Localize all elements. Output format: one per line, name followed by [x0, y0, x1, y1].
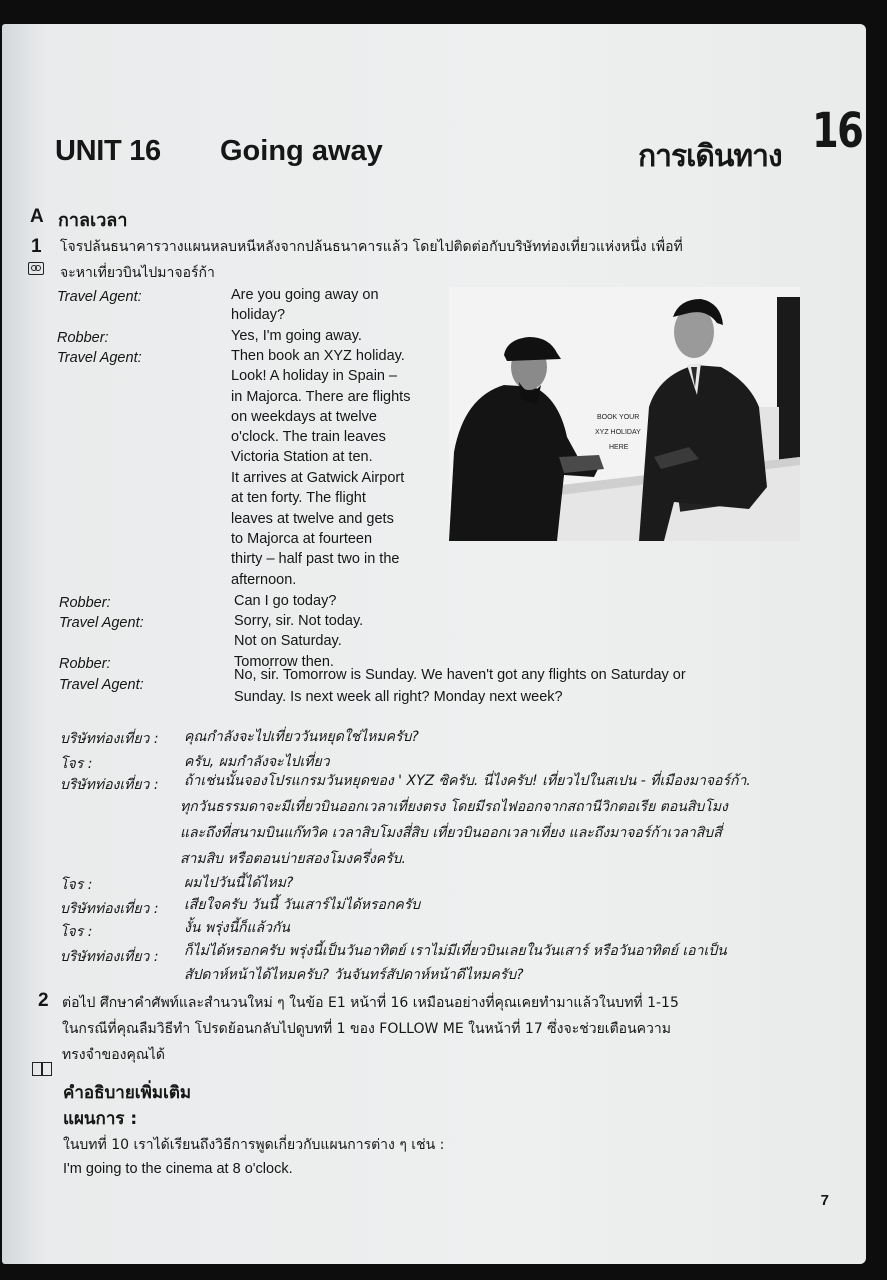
travel-agency-photo	[449, 287, 800, 541]
cassette-icon	[28, 262, 44, 275]
item2-line: ในกรณีที่คุณลืมวิธีทำ โปรดย้อนกลับไปดูบทที่ 1 ของ FOLLOW ME ในหน้าที่ 17 ซึ่งจะช่วยเตือนความ	[62, 1021, 671, 1037]
thai-speaker-label: บริษัทท่องเที่ยว :	[60, 901, 159, 917]
thai-dialogue-line: ทุกวันธรรมดาจะมีเที่ยวบินออกเวลาเที่ยงตรง โดยมีรถไฟออกจากสถานีวิกตอเรีย ตอนสิบโมง	[180, 799, 728, 815]
book-page	[2, 24, 866, 1264]
thai-unit-title: การเดินทาง	[638, 139, 782, 174]
dialogue-line: on weekdays at twelve	[231, 409, 377, 425]
intro-line: โจรปล้นธนาคารวางแผนหลบหนีหลังจากปล้นธนาคารแล้ว โดยไปติดต่อกับบริษัทท่องเที่ยวแห่งหนึ่ง เพื่อที่	[60, 239, 683, 255]
dialogue-line: Then book an XYZ holiday.	[231, 348, 405, 364]
item-number-2: 2	[38, 990, 49, 1011]
item-number-1: 1	[31, 236, 42, 257]
thai-dialogue-line: ก็ไม่ได้หรอกครับ พรุ่งนี้เป็นวันอาทิตย์ เราไม่มีเที่ยวบินเลยในวันเสาร์ หรือวันอาทิตย์ เอาเป็น	[184, 943, 727, 959]
thai-dialogue-line: คุณกำลังจะไปเที่ยววันหยุดใช่ไหมครับ?	[184, 729, 419, 745]
speaker-label: Travel Agent:	[57, 350, 142, 366]
dialogue-line: Look! A holiday in Spain –	[231, 368, 398, 384]
dialogue-line: Yes, I'm going away.	[231, 328, 362, 344]
thai-speaker-label: โจร :	[60, 924, 93, 940]
extra-explanation-heading: คำอธิบายเพิ่มเติม	[63, 1083, 192, 1103]
dialogue-line: Are you going away on	[231, 287, 379, 303]
speaker-label: Travel Agent:	[57, 289, 142, 305]
thai-speaker-label: โจร :	[60, 877, 93, 893]
speaker-label: Travel Agent:	[59, 677, 144, 693]
unit-number: 16	[812, 103, 863, 159]
speaker-label: Robber:	[59, 595, 111, 611]
dialogue-line: o'clock. The train leaves	[231, 429, 386, 445]
unit-title: Going away	[220, 135, 383, 167]
thai-dialogue-line: สามสิบ หรือตอนบ่ายสองโมงครึ่งครับ.	[180, 851, 407, 867]
dialogue-line: No, sir. Tomorrow is Sunday. We haven't got any flights on Saturday or	[234, 667, 686, 683]
thai-dialogue-line: เสียใจครับ วันนี้ วันเสาร์ไม่ได้หรอกครับ	[184, 897, 421, 913]
item2-line: ทรงจำของคุณได้	[62, 1047, 165, 1063]
item2-line: ต่อไป ศึกษาคำศัพท์และสำนวนใหม่ ๆ ในข้อ E1 หน้าที่ 16 เหมือนอย่างที่คุณเคยทำมาแล้วในบทที่ 1-15	[62, 995, 679, 1011]
dialogue-line: Tomorrow then.	[234, 654, 334, 670]
photo-sign-text: HERE	[609, 444, 629, 451]
thai-dialogue-line: งั้น พรุ่งนี้ก็แล้วกัน	[184, 920, 290, 936]
dialogue-line: Victoria Station at ten.	[231, 449, 373, 465]
dialogue-line: holiday?	[231, 307, 286, 323]
intro-line: จะหาเที่ยวบินไปมาจอร์ก้า	[60, 265, 215, 281]
dialogue-line: in Majorca. There are flights	[231, 389, 411, 405]
thai-speaker-label: โจร :	[60, 756, 93, 772]
speaker-label: Travel Agent:	[59, 615, 144, 631]
book-icon	[32, 1062, 52, 1076]
plans-example: I'm going to the cinema at 8 o'clock.	[63, 1161, 293, 1177]
dialogue-line: leaves at twelve and gets	[231, 511, 394, 527]
plans-text: ในบทที่ 10 เราได้เรียนถึงวิธีการพูดเกี่ยวกับแผนการต่าง ๆ เช่น :	[63, 1137, 445, 1153]
speaker-label: Robber:	[59, 656, 111, 672]
page-number: 7	[820, 1192, 829, 1209]
dialogue-line: It arrives at Gatwick Airport	[231, 470, 405, 486]
thai-dialogue-line: สัปดาห์หน้าได้ไหมครับ? วันจันทร์สัปดาห์หน้าดีไหมครับ?	[184, 967, 524, 983]
dialogue-line: Sorry, sir. Not today.	[234, 613, 364, 629]
thai-dialogue-line: และถึงที่สนามบินแก๊ทวิค เวลาสิบโมงสี่สิบ เที่ยวบินออกเวลาเที่ยง และถึงมาจอร์ก้าเวลาสิบสี่	[180, 825, 722, 841]
dialogue-line: Can I go today?	[234, 593, 337, 609]
thai-speaker-label: บริษัทท่องเที่ยว :	[60, 731, 159, 747]
thai-dialogue-line: ครับ, ผมกำลังจะไปเที่ยว	[184, 754, 330, 770]
photo-sign-text: XYZ HOLIDAY	[595, 429, 641, 436]
dialogue-line: afternoon.	[231, 572, 297, 588]
dialogue-line: to Majorca at fourteen	[231, 531, 373, 547]
thai-dialogue-line: ถ้าเช่นนั้นจองโปรแกรมวันหยุดของ ' XYZ ซิครับ. นี่ไงครับ! เที่ยวไปในสเปน - ที่เมืองมาจอร์ก้า.	[184, 773, 751, 789]
section-heading: กาลเวลา	[58, 210, 128, 231]
plans-heading: แผนการ :	[63, 1109, 138, 1129]
thai-dialogue-line: ผมไปวันนี้ได้ไหม?	[184, 875, 294, 891]
unit-label: UNIT 16	[55, 135, 161, 167]
thai-speaker-label: บริษัทท่องเที่ยว :	[60, 949, 159, 965]
section-letter: A	[30, 206, 44, 227]
thai-speaker-label: บริษัทท่องเที่ยว :	[60, 777, 159, 793]
photo-sign-text: BOOK YOUR	[597, 414, 640, 421]
dialogue-line: Not on Saturday.	[234, 633, 342, 649]
photo-illustration	[449, 287, 800, 541]
dialogue-line: thirty – half past two in the	[231, 551, 400, 567]
speaker-label: Robber:	[57, 330, 109, 346]
dialogue-line: Sunday. Is next week all right? Monday next week?	[234, 689, 563, 705]
dialogue-line: at ten forty. The flight	[231, 490, 366, 506]
